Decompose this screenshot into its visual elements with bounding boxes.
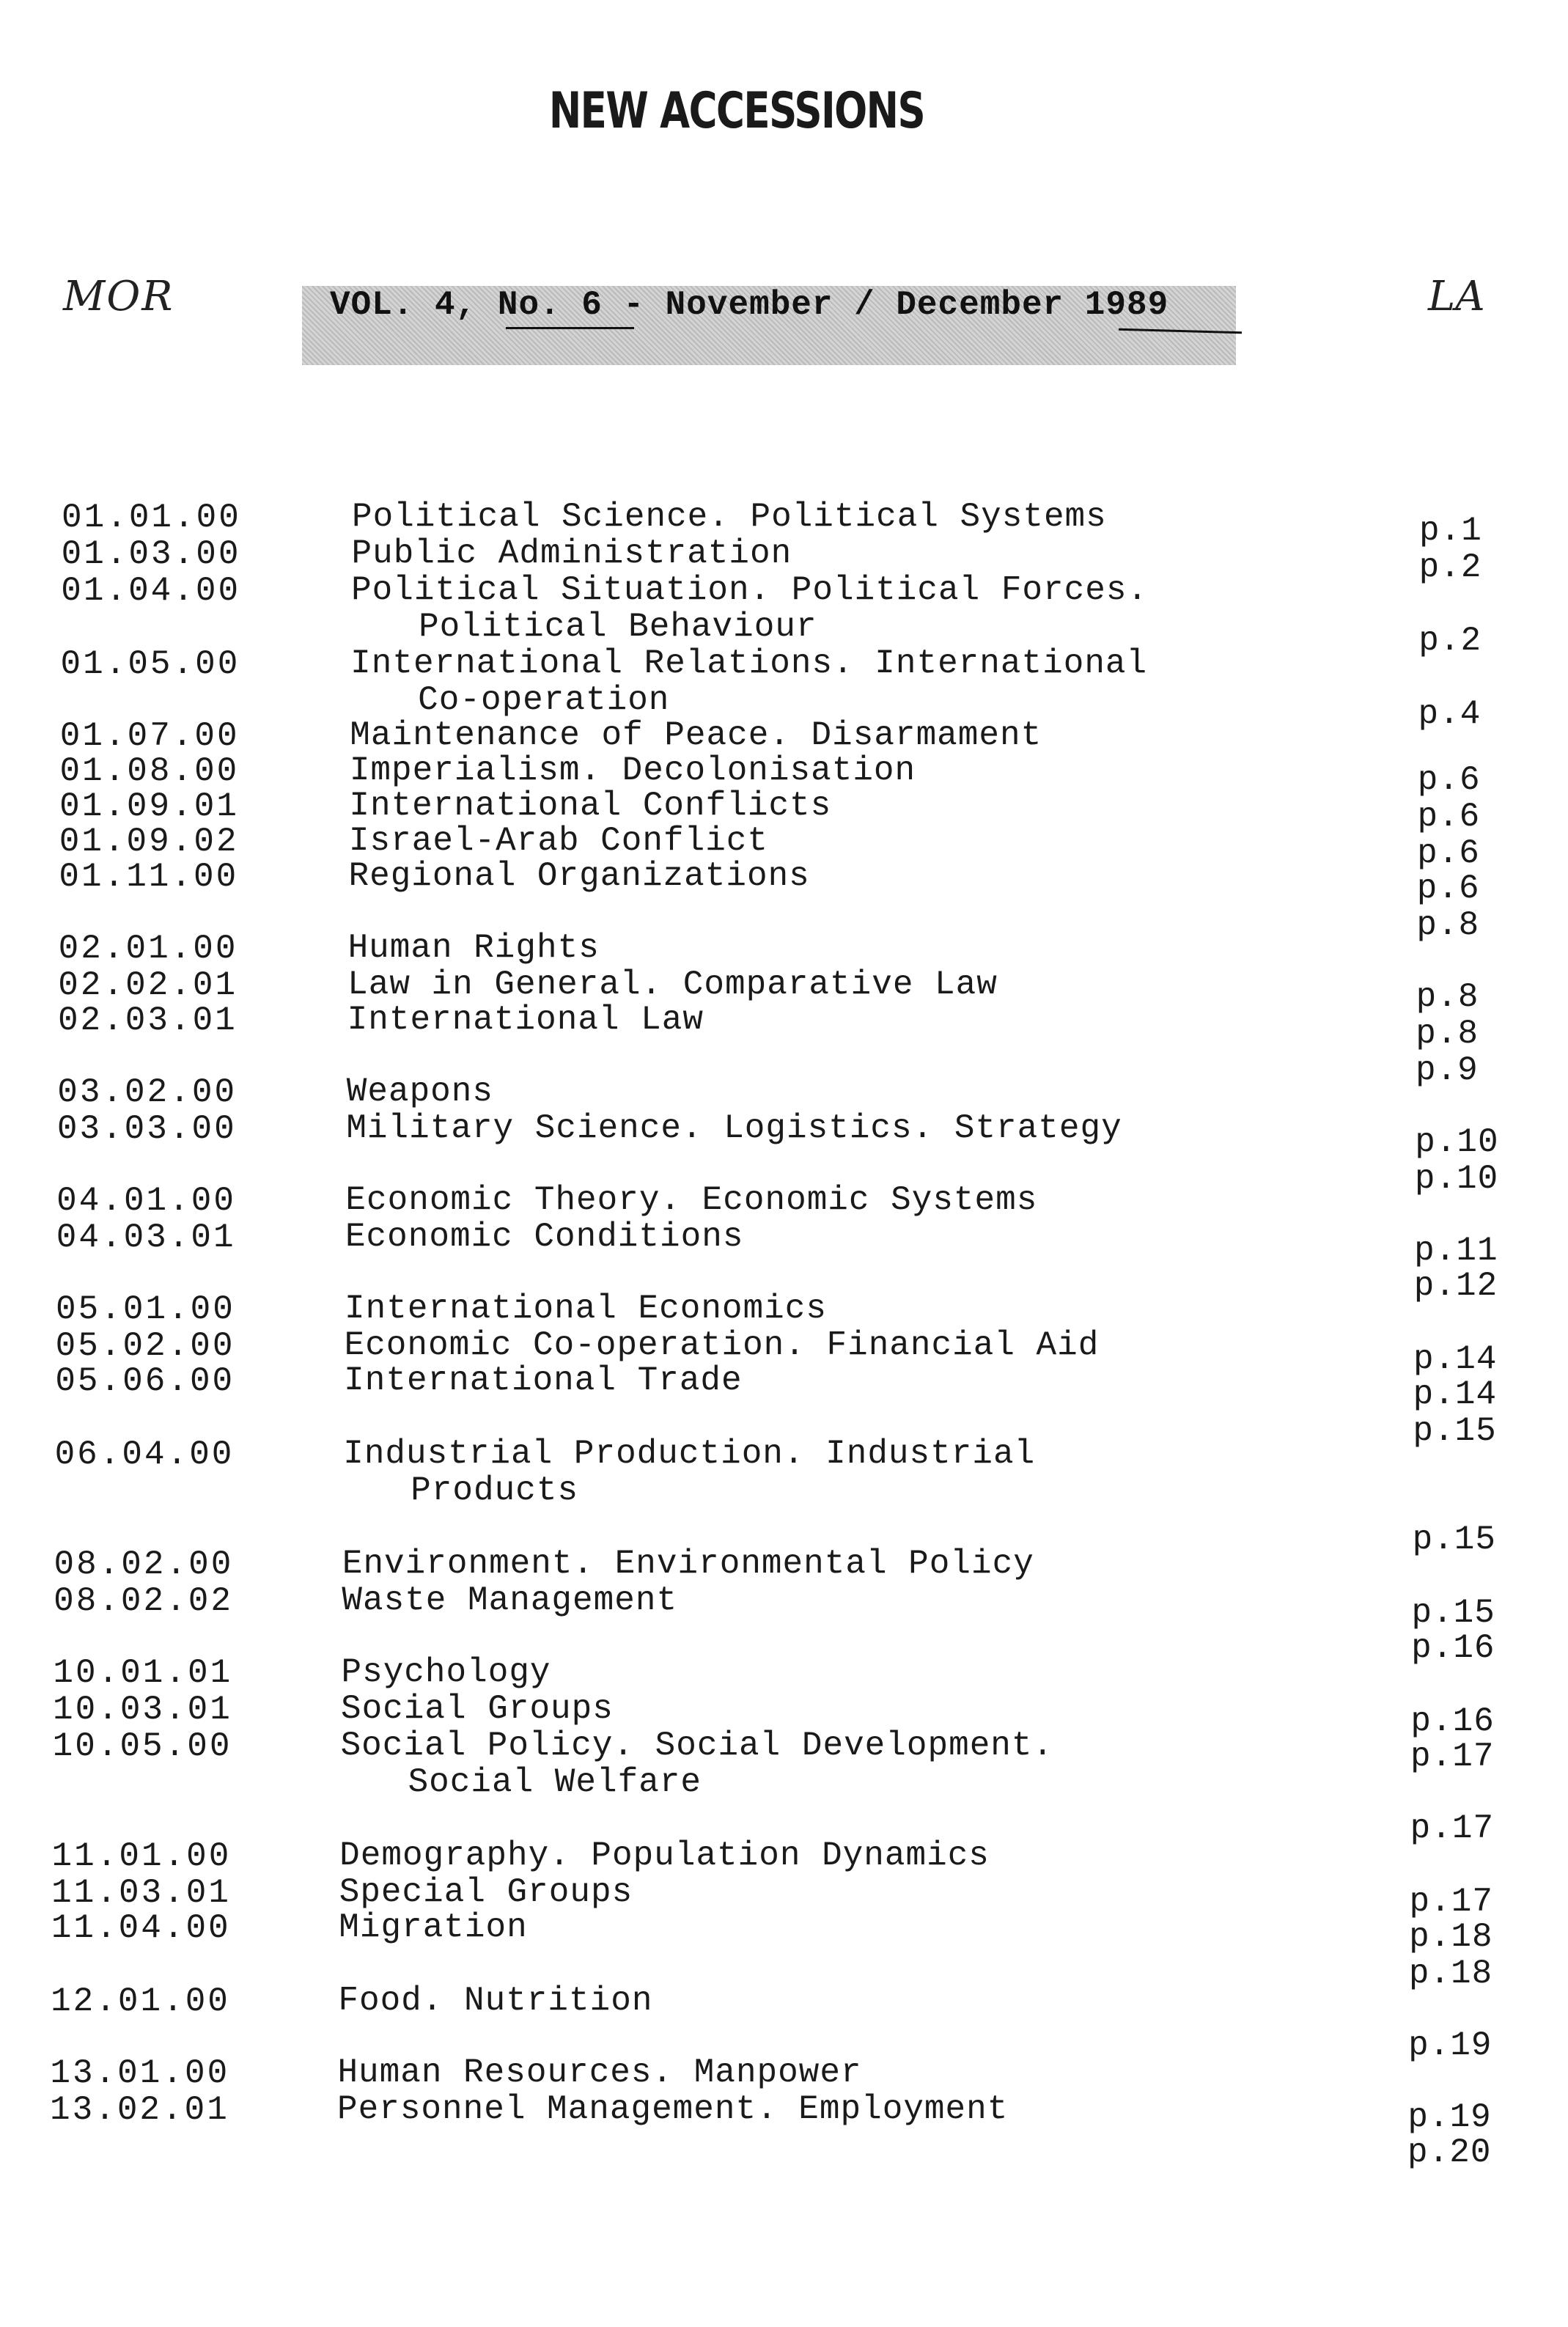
subject-line: Public Administration [351,534,792,573]
handwritten-note-right: LA [1428,273,1485,320]
subject-line: International Relations. International [350,644,1148,683]
subject-line: Social Policy. Social Development. [340,1727,1054,1765]
classification-code: 11.01.00 [51,1837,232,1875]
classification-code: 01.01.00 [62,499,241,537]
subject-line: International Trade [344,1361,743,1400]
classification-code: 11.03.01 [51,1874,232,1912]
subject-line: Migration [339,1908,528,1946]
classification-code: 11.04.00 [51,1909,231,1947]
classification-code: 13.01.00 [50,2054,230,2092]
classification-code: 10.01.01 [53,1654,233,1692]
classification-code: 02.01.00 [58,930,238,968]
subject-heading [347,1073,493,1110]
subject-heading [337,2054,861,2091]
page-reference: p.14 [1413,1375,1498,1414]
subject-heading [342,1545,1034,1582]
classification-code: 01.09.02 [59,823,239,861]
page-reference: p.2 [1418,548,1482,587]
subject-heading [341,1727,1054,1801]
page-reference: p.12 [1413,1267,1498,1305]
subject-heading [341,1654,551,1691]
subject-heading [345,1218,744,1255]
page-reference: p.9 [1415,1051,1479,1089]
subject-line: Special Groups [339,1873,633,1911]
classification-code: 03.03.00 [56,1110,237,1148]
subject-line: Law in General. Comparative Law [347,966,998,1004]
subject-heading [351,572,1148,645]
subject-heading [347,966,998,1003]
page-reference: p.18 [1409,1918,1493,1956]
classification-code: 02.03.01 [57,1001,238,1040]
subject-line: Waste Management [342,1581,678,1620]
classification-code: 06.04.00 [54,1435,235,1474]
subject-line: International Law [347,1001,704,1039]
subject-line: Israel-Arab Conflict [348,822,769,860]
subject-line: Human Resources. Manpower [337,2054,862,2092]
page-reference: p.15 [1411,1594,1495,1632]
classification-code: 05.02.00 [55,1327,235,1365]
subject-line: Psychology [341,1653,551,1691]
subject-line: Economic Co-operation. Financial Aid [344,1326,1100,1364]
page-reference: p.6 [1417,798,1481,836]
page-reference: p.19 [1407,2098,1492,2136]
classification-code: 05.06.00 [55,1362,235,1400]
subject-continuation-line: Products [411,1471,579,1510]
subject-line: International Economics [345,1290,827,1328]
subject-line: Social Groups [341,1690,614,1728]
subject-heading [348,858,809,894]
page-reference: p.10 [1414,1160,1499,1198]
page-reference: p.17 [1409,1883,1493,1921]
subject-heading [352,499,1107,535]
page-reference: p.19 [1408,2026,1492,2065]
subject-heading [345,1182,1037,1218]
subject-line: Personnel Management. Employment [337,2090,1009,2128]
subject-heading [350,752,916,789]
classification-code: 08.02.00 [54,1545,234,1584]
subject-line: Human Rights [347,929,600,967]
classification-code: 01.11.00 [59,858,239,896]
subject-heading [349,823,768,859]
subject-line: Maintenance of Peace. Disarmament [350,716,1042,754]
page-reference: p.17 [1410,1809,1495,1848]
page-reference: p.8 [1416,978,1479,1016]
subject-line: International Conflicts [349,787,832,825]
classification-code: 08.02.02 [54,1582,233,1620]
page-reference: p.4 [1418,695,1481,733]
subject-heading [339,1837,990,1874]
page-reference: p.15 [1413,1412,1497,1450]
classification-code: 01.05.00 [60,645,240,683]
subject-line: Regional Organizations [348,857,810,895]
subject-line: Industrial Production. Industrial [343,1435,1036,1473]
classification-code: 10.03.01 [53,1691,232,1729]
subject-line: Environment. Environmental Policy [342,1545,1034,1583]
subject-heading [343,1435,1035,1509]
subject-heading [339,1874,633,1911]
classification-code: 12.01.00 [51,1982,230,2021]
page-reference: p.10 [1415,1123,1499,1161]
subject-heading [348,930,600,966]
classification-code: 04.01.00 [56,1182,236,1220]
subject-heading [345,1290,827,1327]
classification-code: 10.05.00 [52,1727,232,1765]
subject-line: Imperialism. Decolonisation [349,751,916,790]
page-reference: p.15 [1412,1521,1496,1559]
page-reference: p.16 [1411,1629,1495,1667]
subject-line: Political Situation. Political Forces. [351,571,1149,609]
subject-heading [346,1110,1122,1147]
page-reference: p.1 [1419,512,1482,550]
page-reference: p.11 [1414,1232,1498,1270]
page-reference: p.17 [1410,1738,1495,1776]
classification-code: 01.03.00 [61,535,241,573]
subject-line: Demography. Population Dynamics [339,1837,990,1875]
subject-heading [349,787,831,824]
classification-code: 03.02.00 [57,1073,238,1111]
subject-heading [338,1982,652,2019]
page-reference: p.16 [1410,1702,1495,1740]
subject-heading [352,535,792,572]
classification-code: 01.09.01 [59,787,239,826]
subject-heading [344,1362,743,1399]
subject-line: Military Science. Logistics. Strategy [346,1109,1122,1147]
subject-line: Food. Nutrition [338,1982,653,2020]
subject-line: Economic Conditions [345,1218,744,1256]
classification-code: 01.04.00 [61,572,241,610]
page-reference: p.6 [1417,834,1480,872]
subject-heading [341,1691,614,1727]
page-reference: p.8 [1416,1015,1479,1053]
subject-continuation-line: Co-operation [418,681,670,719]
subject-heading [347,1001,704,1038]
page-reference: p.6 [1417,761,1481,799]
page-reference: p.14 [1413,1340,1498,1378]
handwritten-note-left: MOR [63,273,174,320]
subject-line: Economic Theory. Economic Systems [345,1181,1038,1219]
subject-continuation-line: Social Welfare [408,1763,702,1801]
subject-heading [337,2091,1008,2128]
subject-heading [339,1909,527,1946]
classification-code: 05.01.00 [56,1290,235,1328]
subject-heading [342,1582,677,1619]
classification-code: 04.03.01 [56,1218,236,1257]
classification-code: 13.02.01 [50,2091,229,2129]
volume-line: VOL. 4, No. 6 - November / December 1989 [330,286,1169,324]
page-reference: p.6 [1416,870,1480,908]
page-reference: p.2 [1418,622,1482,660]
page-title: NEW ACCESSIONS [548,82,925,140]
subject-heading [345,1327,1100,1364]
classification-code: 01.07.00 [59,717,240,755]
subject-line: Weapons [346,1073,493,1111]
subject-line: Political Science. Political Systems [352,498,1107,536]
page-reference: p.8 [1416,906,1480,944]
classification-code: 01.08.00 [59,752,240,790]
subject-continuation-line: Political Behaviour [419,608,817,646]
page-reference: p.20 [1407,2133,1492,2172]
subject-heading [350,645,1147,718]
subject-heading [350,717,1042,754]
classification-code: 02.02.01 [58,966,238,1004]
page-reference: p.18 [1408,1955,1493,1993]
